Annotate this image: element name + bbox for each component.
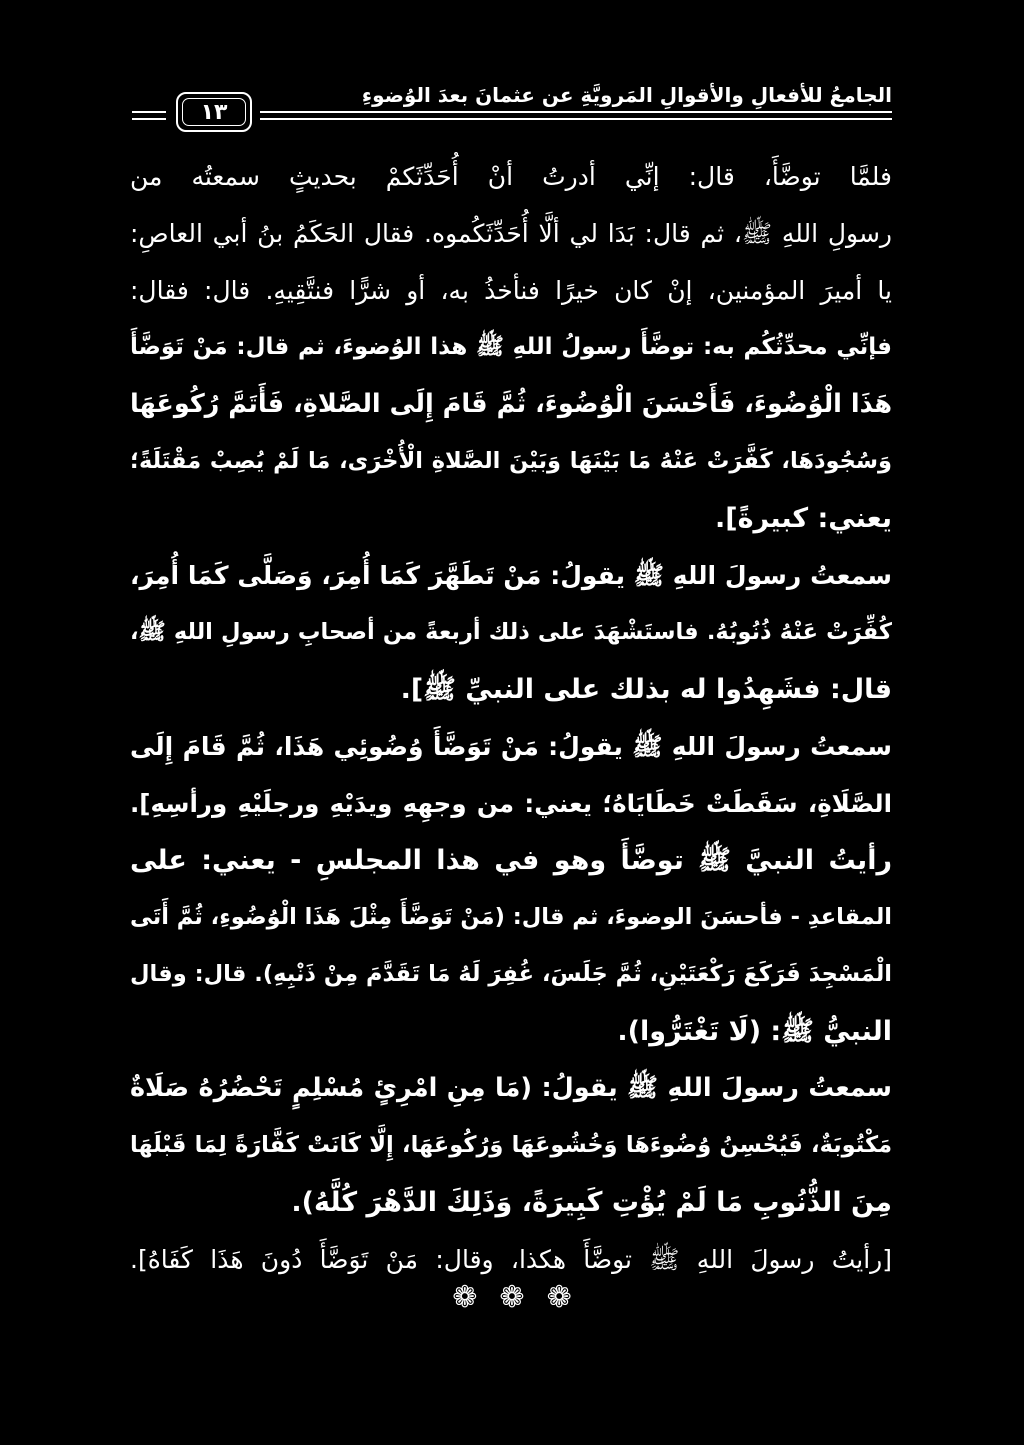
text-line: رأيتُ النبيَّ ﷺ توضَّأَ وهو في هذا المجلسِ - يعني: على [130,845,892,876]
text-line: هَذَا الْوُضُوءَ، فَأَحْسَنَ الْوُضُوءَ، ثُمَّ قَامَ إِلَى الصَّلاةِ، فَأَتَمَّ رُكُوعَهَا [130,389,892,419]
text-line: مِنَ الذُّنُوبِ مَا لَمْ يُؤْتِ كَبِيرَةً، وَذَلِكَ الدَّهْرَ كُلَّهُ). [291,1187,892,1218]
text-line: فإنِّي محدِّثُكُم به: توضَّأَ رسولُ اللهِ ﷺ هذا الوُضوءَ، ثم قال: مَنْ تَوَضَّأَ [130,334,892,360]
text-line: سمعتُ رسولَ اللهِ ﷺ يقولُ: مَنْ تَطَهَّرَ كَمَا أُمِرَ، وَصَلَّى كَمَا أُمِرَ، [130,561,892,590]
body-text [130,148,892,1288]
page-number-frame [176,92,252,132]
flower-ornament-icon: ❁ [452,1280,478,1315]
header-rule [260,118,892,120]
page-number: ١٣ [200,99,228,125]
text-line: يعني: كبيرةً]. [715,503,892,534]
header-rule-left [132,118,166,120]
text-line: الصَّلَاةِ، سَقَطَتْ خَطَايَاهُ؛ يعني: من وجهِهِ ويدَيْهِ ورجلَيْهِ ورأسِهِ]. [130,789,892,818]
header-rule [260,111,892,113]
text-line: [رأيتُ رسولَ اللهِ ﷺ توضَّأَ هكذا، وقال: مَنْ تَوَضَّأَ دُونَ هَذَا كَفَاهُ]. [130,1245,892,1274]
flower-ornament-icon: ❁ [546,1280,572,1315]
text-line: قال: فشَهِدُوا له بذلك على النبيِّ ﷺ]. [400,674,892,705]
section-ornaments [0,1278,1024,1318]
text-line: كُفِّرَتْ عَنْهُ ذُنُوبُهُ. فاستَشْهَدَ على ذلك أربعةً من أصحابِ رسولِ اللهِ ﷺ، [130,619,892,645]
text-line: الْمَسْجِدَ فَرَكَعَ رَكْعَتَيْنِ، ثُمَّ جَلَسَ، غُفِرَ لَهُ مَا تَقَدَّمَ مِنْ ذَنْبِهِ). قال: وقال [130,961,892,987]
page-header [132,80,892,130]
text-line: سمعتُ رسولَ اللهِ ﷺ يقولُ: (مَا مِنِ امْرِئٍ مُسْلِمٍ تَحْضُرُهُ صَلَاةٌ [130,1073,892,1103]
flower-ornament-icon: ❁ [499,1280,525,1315]
text-line: النبيُّ ﷺ: (لَا تَغْتَرُّوا). [617,1016,892,1047]
running-title: الجامعُ للأفعالِ والأقوالِ المَرويَّةِ عن عثمانَ بعدَ الوُضوءِ [361,83,892,107]
text-line: فلمَّا توضَّأَ، قال: إنِّي أدرتُ أنْ أُحَدِّثَكمْ بحديثٍ سمعتُه من [130,162,892,191]
text-line: مَكْتُوبَةٌ، فَيُحْسِنُ وُضُوءَهَا وَخُشُوعَهَا وَرُكُوعَهَا، إِلَّا كَانَتْ كَفَّارَةً لِمَا قَبْلَهَا [130,1132,892,1158]
header-rule-left [132,111,166,113]
text-line: رسولِ اللهِ ﷺ، ثم قال: بَدَا لي ألَّا أُحَدِّثَكُموه. فقال الحَكَمُ بنُ أبي العاصِ: [130,219,892,248]
text-line: سمعتُ رسولَ اللهِ ﷺ يقولُ: مَنْ تَوَضَّأَ وُضُوئِي هَذَا، ثُمَّ قَامَ إِلَى [130,732,892,761]
text-line: المقاعدِ - فأحسَنَ الوضوءَ، ثم قال: (مَنْ تَوَضَّأَ مِثْلَ هَذَا الْوُضُوءِ، ثُمَّ أَتَى [130,904,892,930]
text-line: وَسُجُودَهَا، كَفَّرَتْ عَنْهُ مَا بَيْنَهَا وَبَيْنَ الصَّلاةِ الْأُخْرَى، مَا لَمْ يُصِبْ مَقْتَلَةً؛ [130,448,892,474]
text-line: يا أميرَ المؤمنين، إنْ كان خيرًا فنأخذُ به، أو شرًّا فنتَّقِيهِ. قال: فقال: [130,276,892,305]
